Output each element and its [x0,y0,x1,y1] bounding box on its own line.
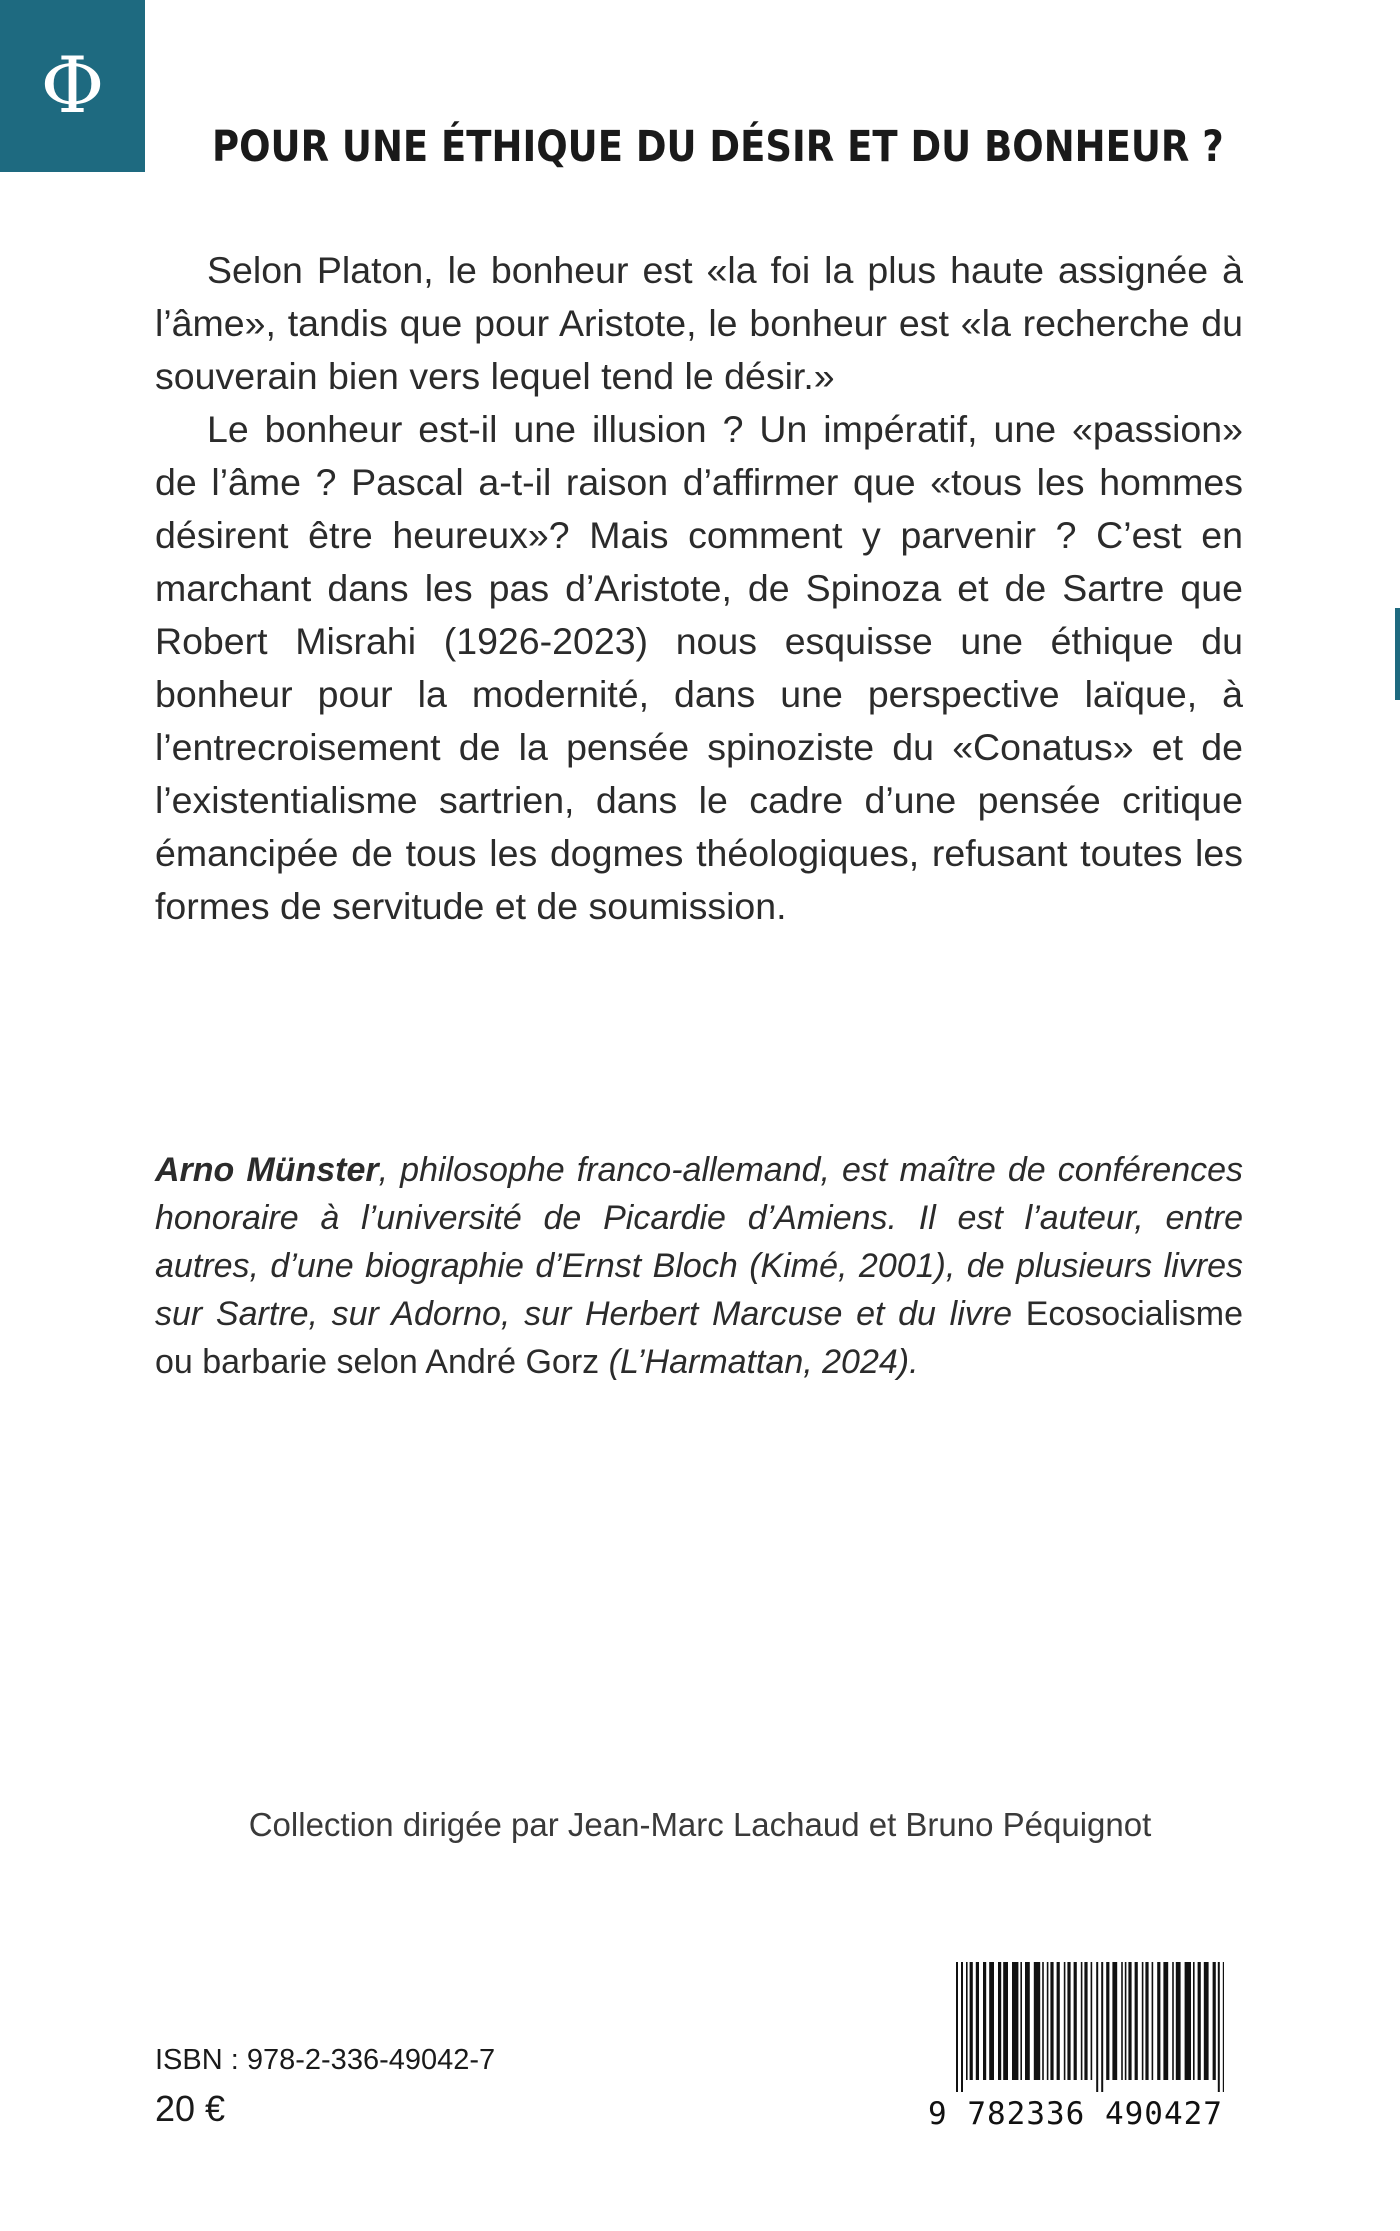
blurb-paragraph-2: Le bonheur est-il une illusion ? Un impératif, une «passion» de l’âme ? Pascal a-t-il raison d’affirmer que «tous les hommes désirent être heureux»? Mais comment y parvenir ? C’est en marchant dans les pas d’Aristote, de Spinoza et de Sartre que Robert Misrahi (1926-2023) nous esquisse une éthique du bonheur pour la modernité, dans une perspective laïque, à l’entrecroisement de la pensée spinoziste du «Conatus» et de l’existentialisme sartrien, dans le cadre d’une pensée critique émancipée de tous les dogmes théologiques, refusant toutes les formes de servitude et de soumission. [155,408,1243,927]
barcode-icon [954,1962,1224,2092]
book-title: POUR UNE ÉTHIQUE DU DÉSIR ET DU BONHEUR ? [212,122,1224,172]
blurb-paragraph-1: Selon Platon, le bonheur est «la foi la plus haute assignée à l’âme», tandis que pour Aristote, le bonheur est «la recherche du souverain bien vers lequel tend le désir.» [155,249,1243,397]
phi-logo-icon: Φ [40,41,105,131]
collection-credit: Collection dirigée par Jean-Marc Lachaud et Bruno Péquignot [248,1806,1152,1843]
author-bio [155,1146,1243,1386]
author-name: Arno Münster [155,1151,379,1189]
author-bio-text-2: (L’Harmattan, 2024). [599,1343,919,1381]
price-label: 20 € [155,2088,226,2129]
barcode [928,1958,1248,2136]
author-bio-text-1: , philosophe franco-allemand, est maître de conférences honoraire à l’université de Picardie d’Amiens. Il est l’auteur, entre autres, d’une biographie d’Ernst Bloch (Kimé, 2001), de plusieurs livres sur Sartre, sur Adorno, sur Herbert Marcuse et du livre [155,1151,1244,1333]
blurb-text [155,244,1243,933]
isbn-label: ISBN : 978-2-336-49042-7 [155,2044,496,2076]
cited-book-title: Ecosocialisme ou barbarie selon André Gorz [155,1295,1243,1381]
barcode-digits: 9 782336 490427 [928,2096,1223,2132]
spine-marker [1395,608,1400,700]
publisher-logo [0,0,145,172]
